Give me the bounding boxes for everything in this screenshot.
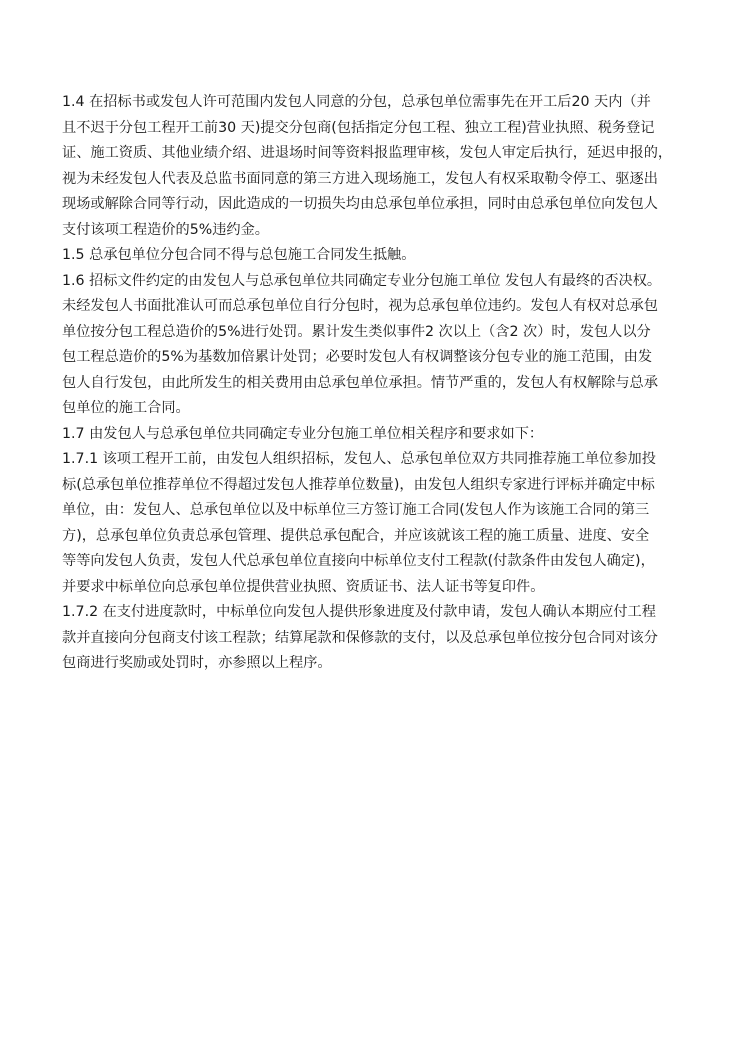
text-line: 单位按分包工程总造价的5%进行处罚。累计发生类似事件2 次以上（含2 次）时，发包人以分 <box>62 323 651 340</box>
text-line: 支付该项工程造价的5%违约金。 <box>62 221 269 238</box>
text-line: 款并直接向分包商支付该工程款；结算尾款和保修款的支付，以及总承包单位按分包合同对该分 <box>62 629 658 646</box>
text-line: 证、施工资质、其他业绩介绍、进退场时间等资料报监理审核，发包人审定后执行，延迟申报的， <box>62 145 673 161</box>
text-line: 并要求中标单位向总承包单位提供营业执照、资质证书、法人证书等复印件。 <box>62 578 545 595</box>
text-line: 包人自行发包，由此所发生的相关费用由总承包单位承担。情节严重的，发包人有权解除与总承 <box>62 374 658 391</box>
text-line: 且不迟于分包工程开工前30 天)提交分包商(包括指定分包工程、独立工程)营业执照、税务登记 <box>62 119 655 136</box>
text-line: 包单位的施工合同。 <box>62 400 190 416</box>
text-line: 现场或解除合同等行动，因此造成的一切损失均由总承包单位承担，同时由总承包单位向发包人 <box>62 196 658 212</box>
text-line: 1.7.2 在支付进度款时，中标单位向发包人提供形象进度及付款申请，发包人确认本期应付工程 <box>62 604 656 620</box>
text-line: 标(总承包单位推荐单位不得超过发包人推荐单位数量)，由发包人组织专家进行评标并确定中标 <box>62 476 655 493</box>
text-line: 1.6 招标文件约定的由发包人与总承包单位共同确定专业分包施工单位 发包人有最终的否决权。 <box>62 272 662 289</box>
text-line: 包工程总造价的5%为基数加倍累计处罚；必要时发包人有权调整该分包专业的施工范围，由发 <box>62 349 653 365</box>
text-line: 未经发包人书面批准认可而总承包单位自行分包时，视为总承包单位违约。发包人有权对总承包 <box>62 298 658 314</box>
document-body <box>62 90 692 677</box>
text-line: 等等向发包人负责，发包人代总承包单位直接向中标单位支付工程款(付款条件由发包人确定)， <box>62 553 655 569</box>
text-line: 包商进行奖励或处罚时，亦参照以上程序。 <box>62 655 332 671</box>
text-line: 方)，总承包单位负责总承包管理、提供总承包配合，并应该就该工程的施工质量、进度、安全 <box>62 527 650 544</box>
text-line: 1.4 在招标书或发包人许可范围内发包人同意的分包，总承包单位需事先在开工后20 天内（并 <box>62 94 651 110</box>
text-line: 1.7 由发包人与总承包单位共同确定专业分包施工单位相关程序和要求如下： <box>62 425 544 442</box>
text-line: 1.5 总承包单位分包合同不得与总包施工合同发生抵触。 <box>62 247 416 263</box>
text-line: 单位，由：发包人、总承包单位以及中标单位三方签订施工合同(发包人作为该施工合同的第三 <box>62 502 650 518</box>
text-line: 1.7.1 该项工程开工前，由发包人组织招标，发包人、总承包单位双方共同推荐施工单位参加投 <box>62 451 656 467</box>
text-line: 视为未经发包人代表及总监书面同意的第三方进入现场施工，发包人有权采取勒令停工、驱逐出 <box>62 170 658 187</box>
